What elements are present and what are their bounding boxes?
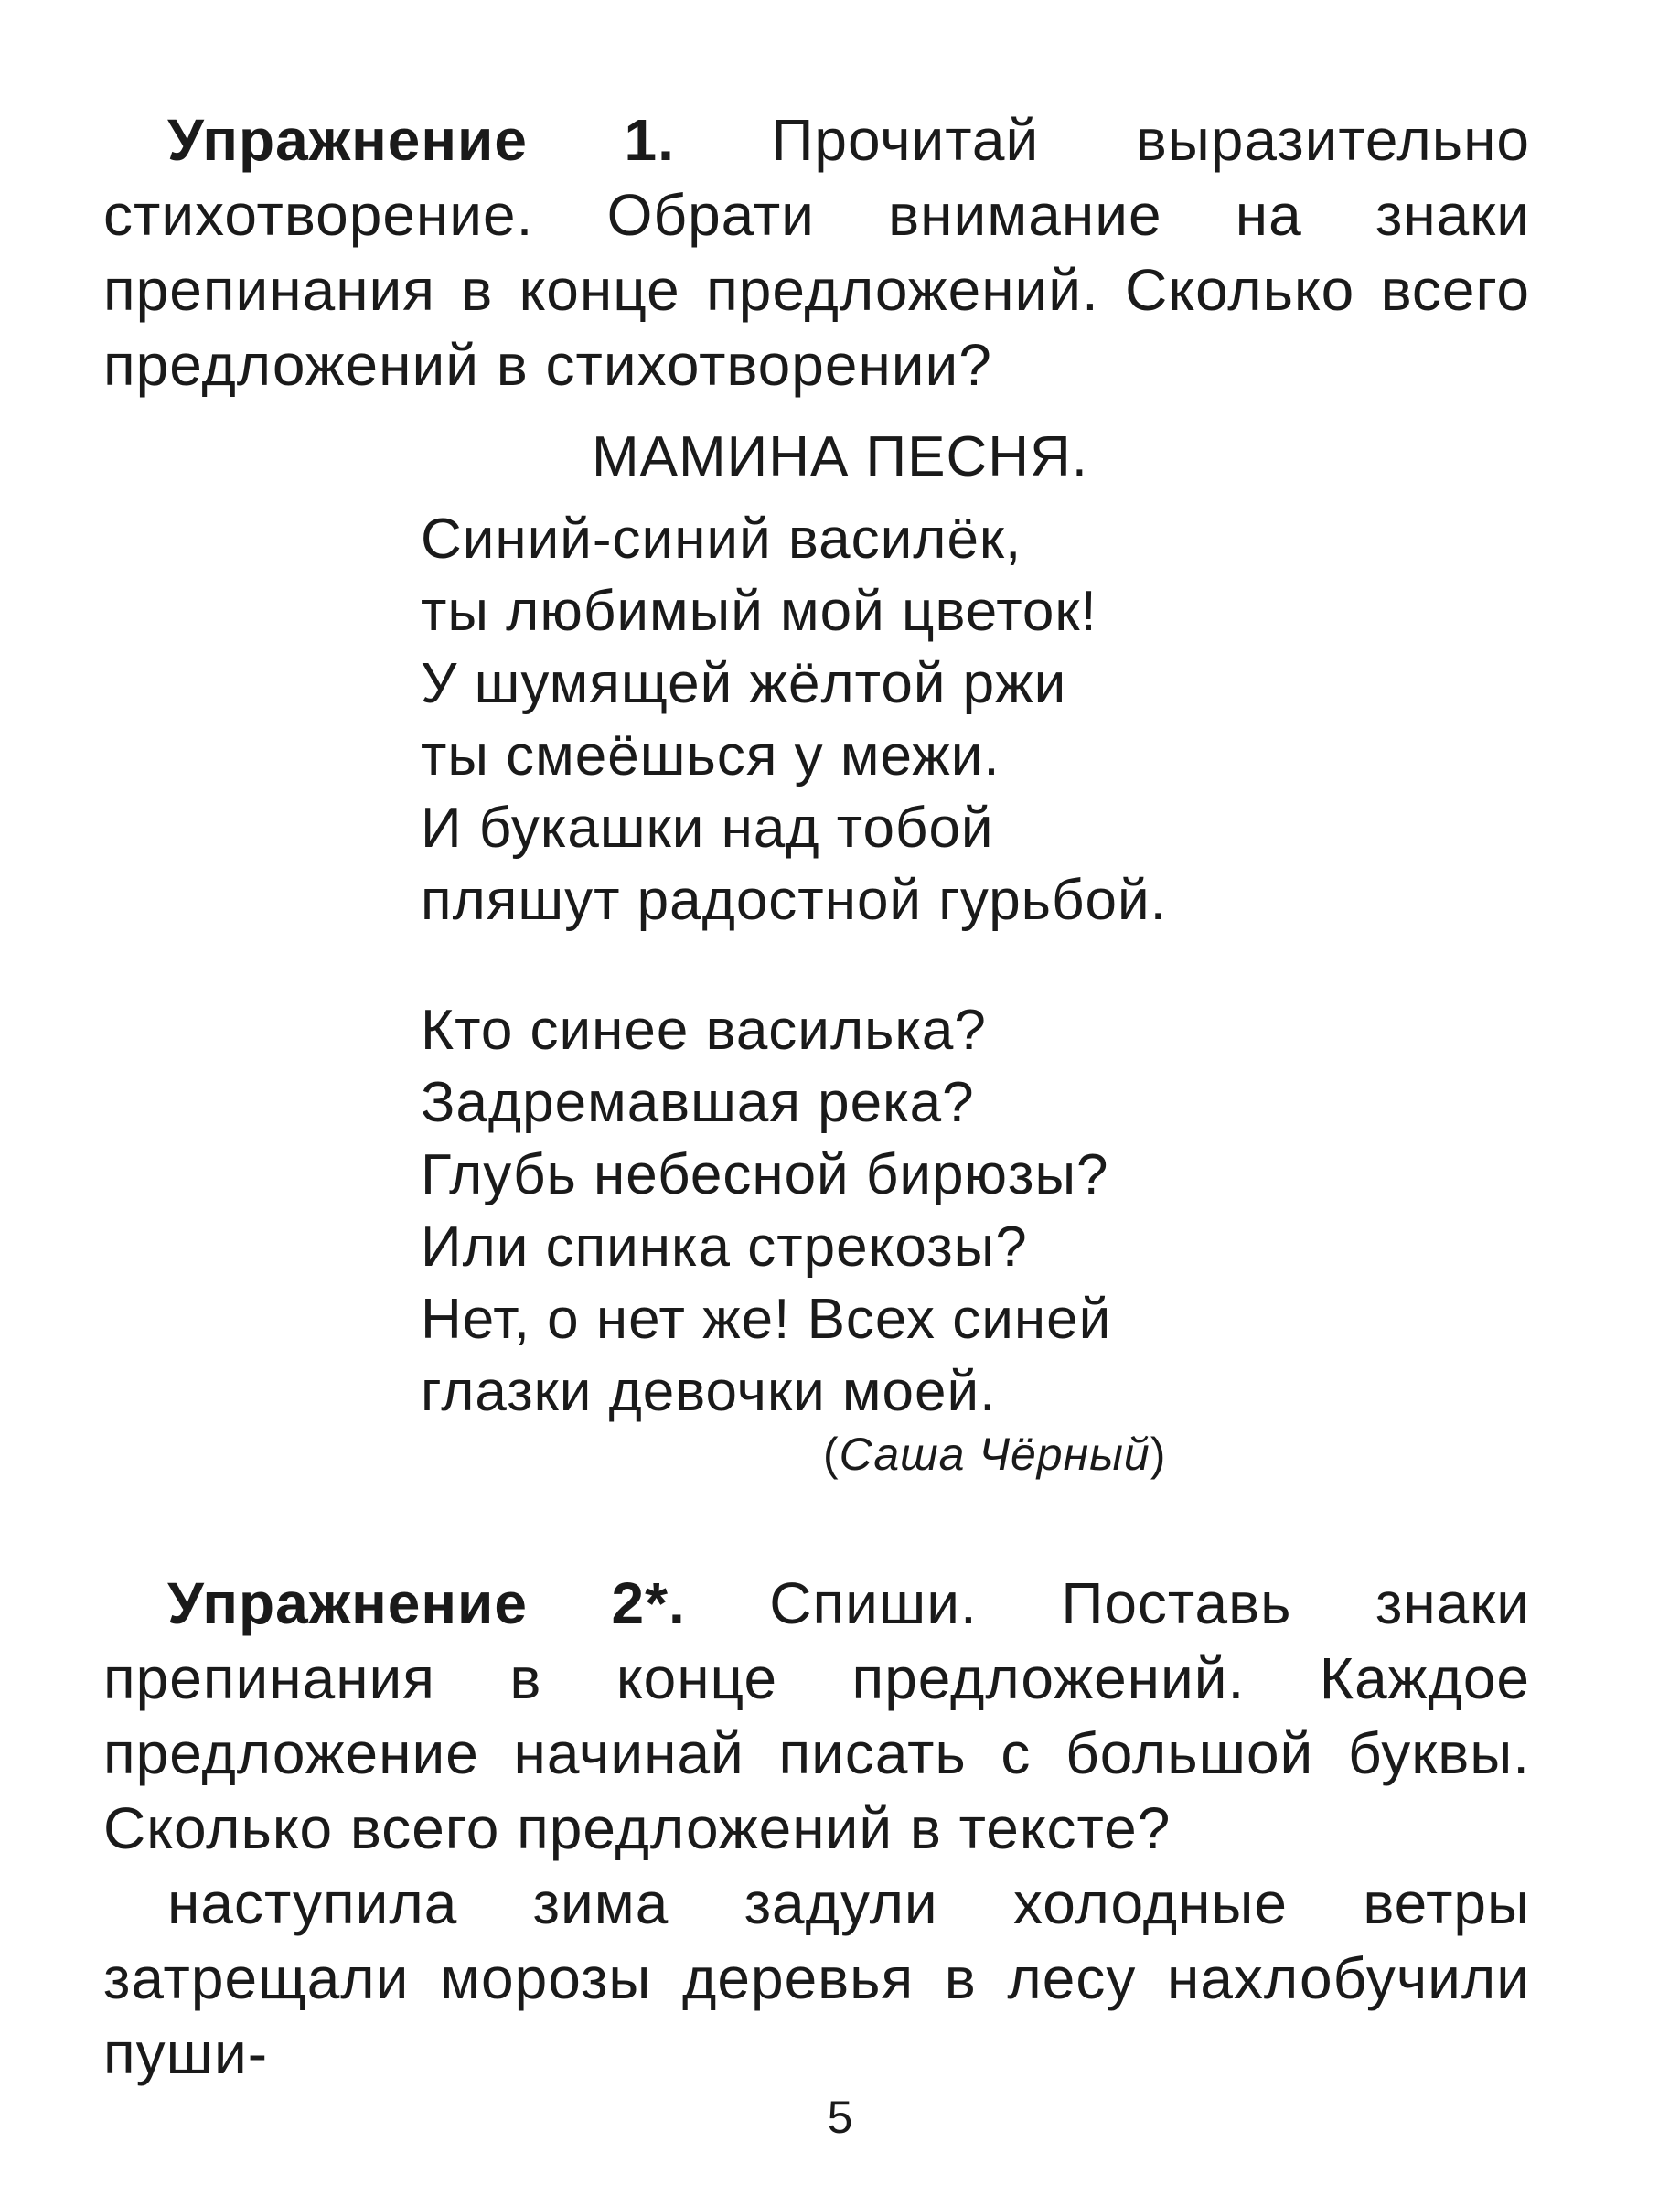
page-number: 5 (827, 2092, 853, 2143)
poem-line: ты любимый мой цветок! (421, 580, 1097, 643)
poem-line: Нет, о нет же! Всех синей (421, 1288, 1112, 1351)
poem-line: пляшут радостной гурьбой. (421, 869, 1167, 932)
poem-line: ты смеёшься у межи. (421, 724, 1001, 787)
poem-stanza-1 (421, 503, 1167, 937)
poem-line: Кто синее василька? (421, 999, 987, 1062)
poem-line: Синий-синий василёк, (421, 508, 1022, 571)
exercise-2 (103, 1566, 1530, 1866)
exercise-1-heading: Упражнение 1. (167, 107, 675, 173)
exercise-2-instructions: Спиши. Поставь знаки препинания в конце предложений. Каждое предложение начинай писать с большой буквы. Сколько всего предложений в тексте? (103, 1570, 1530, 1861)
poem-line: Задремавшая река? (421, 1071, 975, 1134)
exercise-1-instructions: Прочитай выразительно стихотворение. Обрати внимание на знаки препинания в конце предложений. Сколько всего предложений в стихотворении? (103, 107, 1531, 398)
poem-stanza-2 (421, 994, 1111, 1428)
poem-line: У шумящей жёлтой ржи (421, 652, 1067, 715)
poem-line: Глубь небесной бирюзы? (421, 1143, 1109, 1206)
exercise-2-task-text: наступила зима задули холодные ветры затрещали морозы деревья в лесу нахлобучили пуши- (103, 1870, 1530, 2086)
poem-title: МАМИНА ПЕСНЯ. (591, 425, 1089, 488)
poem-author: (Саша Чёрный) (823, 1429, 1167, 1480)
author-name: Саша Чёрный (839, 1429, 1150, 1480)
poem-line: Или спинка стрекозы? (421, 1215, 1028, 1279)
exercise-2-heading: Упражнение 2*. (167, 1570, 686, 1636)
poem-line: глазки девочки моей. (421, 1360, 997, 1423)
poem-line: И букашки над тобой (421, 797, 994, 860)
exercise-1 (103, 102, 1530, 402)
